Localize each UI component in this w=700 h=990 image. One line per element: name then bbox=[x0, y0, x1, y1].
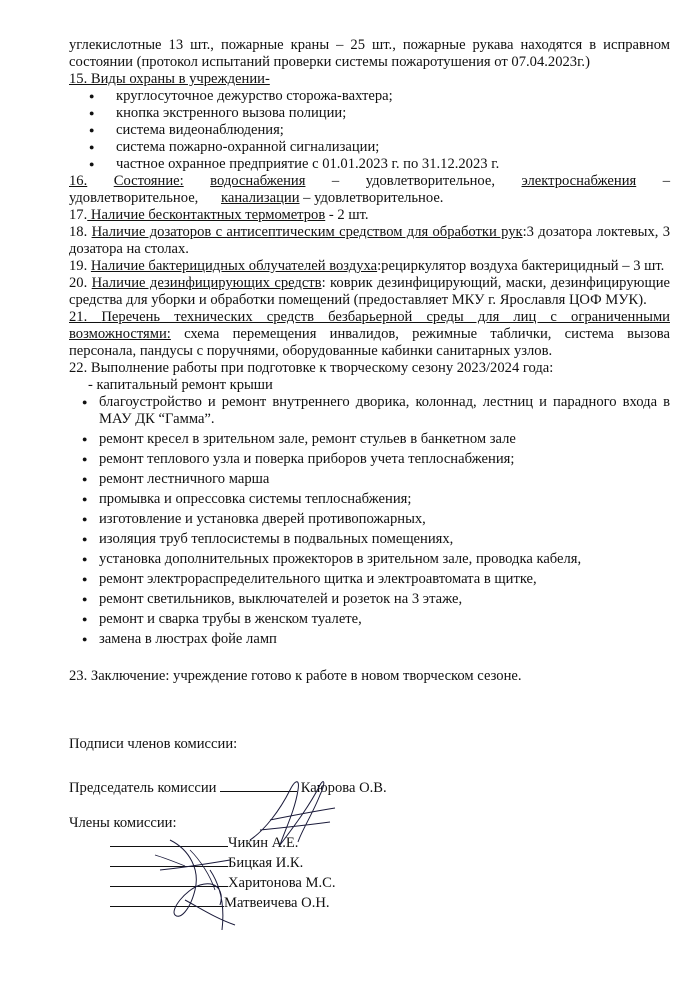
member-signature-row: Матвеичева О.Н. bbox=[69, 892, 670, 912]
list-item: ● установка дополнительных прожекторов в зрительном зале, проводка кабеля, bbox=[69, 551, 670, 568]
section-15-list bbox=[69, 88, 670, 173]
list-item: ● изготовление и установка дверей противопожарных, bbox=[69, 511, 670, 528]
list-item: ● замена в люстрах фойе ламп bbox=[69, 631, 670, 648]
member-signature-row: Харитонова М.С. bbox=[69, 872, 670, 892]
section-18: 18. Наличие дозаторов с антисептическим средством для обработки рук:3 дозатора локтевых, 3 дозатора на столах. bbox=[69, 224, 670, 257]
list-item: ● промывка и опрессовка системы теплоснабжения; bbox=[69, 491, 670, 508]
section-21: 21. Перечень технических средств безбарьерной среды для лиц с ограниченными возможностями: схема перемещения инвалидов, режимные таблички, система вызова персонала, пандусы с поручнями, оборудованные кабинки санитарных узлов. bbox=[69, 309, 670, 359]
member-signature-row: Чикин А.Е. bbox=[69, 832, 670, 852]
member-handwritten-signature bbox=[140, 830, 280, 940]
member-signature-row: Бицкая И.К. bbox=[69, 852, 670, 872]
list-item: ● ремонт лестничного марша bbox=[69, 471, 670, 488]
section-23: 23. Заключение: учреждение готово к работе в новом творческом сезоне. bbox=[69, 668, 522, 684]
list-item: ● изоляция труб теплосистемы в подвальных помещениях, bbox=[69, 531, 670, 548]
section-19: 19. Наличие бактерицидных облучателей воздуха:рециркулятор воздуха бактерицидный – 3 шт. bbox=[69, 258, 665, 274]
document-body bbox=[69, 37, 670, 912]
list-item: ● ремонт теплового узла и поверка приборов учета теплоснабжения; bbox=[69, 451, 670, 468]
list-item: ● ремонт светильников, выключателей и розеток на 3 этаже, bbox=[69, 591, 670, 608]
section-15-heading: 15. Виды охраны в учреждении- bbox=[69, 71, 270, 87]
list-item: ● ремонт и сварка трубы в женском туалете, bbox=[69, 611, 670, 628]
chair-signature-row: Председатель комиссии Каюрова О.В. bbox=[69, 777, 670, 797]
signatures-title: Подписи членов комиссии: bbox=[69, 736, 238, 752]
list-item: ● система видеонаблюдения; bbox=[69, 122, 670, 139]
section-22-list bbox=[69, 394, 670, 648]
list-item: ● система пожарно-охранной сигнализации; bbox=[69, 139, 670, 156]
list-item: ● ремонт кресел в зрительном зале, ремонт стульев в банкетном зале bbox=[69, 431, 670, 448]
list-item: ● круглосуточное дежурство сторожа-вахтера; bbox=[69, 88, 670, 105]
list-item: ● частное охранное предприятие с 01.01.2023 г. по 31.12.2023 г. bbox=[69, 156, 670, 173]
list-item: ● ремонт электрораспределительного щитка и электроавтомата в щитке, bbox=[69, 571, 670, 588]
section-20: 20. Наличие дезинфицирующих средств: коврик дезинфицирующий, маски, дезинфицирующие средства для уборки и обработки помещений (предоставляет МКУ г. Ярославля ЦОФ МУК). bbox=[69, 275, 670, 308]
section-16: 16. Состояние: водоснабжения – удовлетворительное, электроснабжения – удовлетворительное, bbox=[69, 173, 670, 206]
spacer bbox=[69, 648, 670, 668]
section-16-line2: канализации – удовлетворительное. bbox=[221, 190, 444, 206]
members-label: Члены комиссии: bbox=[69, 815, 177, 831]
section-22-heading: 22. Выполнение работы при подготовке к творческому сезону 2023/2024 года: bbox=[69, 360, 554, 376]
list-item: ● кнопка экстренного вызова полиции; bbox=[69, 105, 670, 122]
section-22-dash-item: - капитальный ремонт крыши bbox=[88, 377, 273, 393]
intro-paragraph: углекислотные 13 шт., пожарные краны – 25 шт., пожарные рукава находятся в исправном состоянии (протокол испытаний проверки системы пожаротушения от 07.04.2023г.) bbox=[69, 37, 670, 70]
section-17: 17. Наличие бесконтактных термометров - 2 шт. bbox=[69, 207, 369, 223]
list-item: ● благоустройство и ремонт внутреннего дворика, колоннад, лестниц и парадного входа в МАУ ДК “Гамма”. bbox=[69, 394, 670, 428]
